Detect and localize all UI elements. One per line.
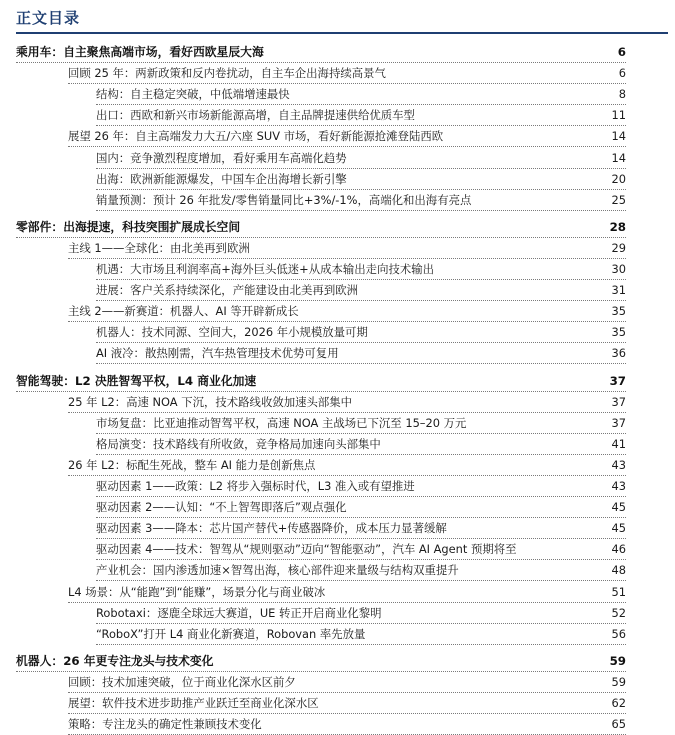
toc-item-entry[interactable] bbox=[96, 434, 626, 455]
toc-section-entry[interactable] bbox=[16, 371, 626, 392]
toc-entry-title: 产业机会：国内渗透加速×智驾出海，核心部件迎来量级与结构双重提升 bbox=[96, 560, 462, 580]
page-title: 正文目录 bbox=[16, 9, 81, 27]
toc-entry-title: 主线 2——新赛道：机器人、AI 等开辟新成长 bbox=[68, 301, 302, 321]
toc-entry-title: 机器人：技术同源、空间大，2026 年小规模放量可期 bbox=[96, 322, 371, 342]
toc-item-entry[interactable] bbox=[96, 148, 626, 169]
toc-entry-title: 结构：自主稳定突破，中低端增速最快 bbox=[96, 84, 293, 104]
toc-page-number: 62 bbox=[609, 693, 627, 713]
toc-item-entry[interactable] bbox=[96, 169, 626, 190]
toc-page-number: 31 bbox=[609, 280, 627, 300]
toc-item-entry[interactable] bbox=[96, 322, 626, 343]
toc-page-number: 8 bbox=[616, 84, 626, 104]
toc-entry-title: 进展：客户关系持续深化，产能建设由北美再到欧洲 bbox=[96, 280, 361, 300]
toc-page-number: 35 bbox=[609, 301, 627, 321]
toc-page-number: 29 bbox=[609, 238, 627, 258]
toc-entry-title: 驱动因素 2——认知：“不上智驾即落后”观点强化 bbox=[96, 497, 349, 517]
toc-section-entry[interactable] bbox=[16, 42, 626, 63]
toc-page-number: 20 bbox=[609, 169, 627, 189]
toc-page-number: 65 bbox=[609, 714, 627, 734]
toc-entry-title: 回顾：技术加速突破，位于商业化深水区前夕 bbox=[68, 672, 299, 692]
toc-item-entry[interactable] bbox=[96, 105, 626, 126]
toc-page-number: 45 bbox=[609, 497, 627, 517]
toc-item-entry[interactable] bbox=[96, 190, 626, 211]
toc-entry-title: 25 年 L2：高速 NOA 下沉，技术路线收敛加速头部集中 bbox=[68, 392, 355, 412]
toc-page-number: 41 bbox=[609, 434, 627, 454]
toc-subsection-entry[interactable] bbox=[68, 63, 626, 84]
toc-item-entry[interactable] bbox=[96, 603, 626, 624]
toc-entry-title: 出海：欧洲新能源爆发，中国车企出海增长新引擎 bbox=[96, 169, 350, 189]
title-underline bbox=[16, 32, 668, 34]
toc-page-number: 52 bbox=[609, 603, 627, 623]
toc-page-number: 51 bbox=[609, 582, 627, 602]
toc-page-number: 6 bbox=[615, 42, 626, 62]
toc-page-number: 14 bbox=[609, 126, 627, 146]
toc-page-number: 36 bbox=[609, 343, 627, 363]
toc-entry-title: Robotaxi：逐鹿全球远大赛道，UE 转正开启商业化黎明 bbox=[96, 603, 385, 623]
toc-item-entry[interactable] bbox=[96, 413, 626, 434]
toc-subsection-entry[interactable] bbox=[68, 672, 626, 693]
toc-item-entry[interactable] bbox=[96, 497, 626, 518]
toc-entry-title: 回顾 25 年：两新政策和反内卷扰动，自主车企出海持续高景气 bbox=[68, 63, 389, 83]
toc-page-number: 6 bbox=[616, 63, 626, 83]
toc-entry-title: 驱动因素 4——技术：智驾从“规则驱动”迈向“智能驱动”，汽车 AI Agent 预期将至 bbox=[96, 539, 520, 559]
toc-subsection-entry[interactable] bbox=[68, 693, 626, 714]
toc-entry-title: 出口：西欧和新兴市场新能源高增，自主品牌提速供给优质车型 bbox=[96, 105, 418, 125]
toc-item-entry[interactable] bbox=[96, 518, 626, 539]
toc-subsection-entry[interactable] bbox=[68, 714, 626, 735]
toc-page-number: 43 bbox=[609, 455, 627, 475]
toc-entry-title: 销量预测：预计 26 年批发/零售销量同比+3%/-1%，高端化和出海有亮点 bbox=[96, 190, 474, 210]
toc-item-entry[interactable] bbox=[96, 560, 626, 581]
toc-entry-title: 策略：专注龙头的确定性兼顾技术变化 bbox=[68, 714, 265, 734]
toc-item-entry[interactable] bbox=[96, 259, 626, 280]
toc-entry-title: 主线 1——全球化：由北美再到欧洲 bbox=[68, 238, 253, 258]
toc-entry-title: 驱动因素 1——政策：L2 将步入强标时代，L3 准入或有望推进 bbox=[96, 476, 418, 496]
toc-section-entry[interactable] bbox=[16, 217, 626, 238]
toc-page-number: 46 bbox=[609, 539, 627, 559]
toc-entry-title: 市场复盘：比亚迪推动智驾平权，高速 NOA 主战场已下沉至 15–20 万元 bbox=[96, 413, 469, 433]
toc-entry-title: AI 液冷：散热刚需，汽车热管理技术优势可复用 bbox=[96, 343, 342, 363]
toc-page-number: 37 bbox=[609, 392, 627, 412]
toc-subsection-entry[interactable] bbox=[68, 455, 626, 476]
toc-page-number: 48 bbox=[609, 560, 627, 580]
toc-page-number: 30 bbox=[609, 259, 627, 279]
toc-entry-title: 格局演变：技术路线有所收敛，竞争格局加速向头部集中 bbox=[96, 434, 384, 454]
toc-page-number: 28 bbox=[607, 217, 626, 237]
toc-item-entry[interactable] bbox=[96, 84, 626, 105]
toc-subsection-entry[interactable] bbox=[68, 392, 626, 413]
toc-subsection-entry[interactable] bbox=[68, 238, 626, 259]
toc-entry-title: 智能驾驶：L2 决胜智驾平权，L4 商业化加速 bbox=[16, 371, 259, 391]
toc-entry-title: 展望：软件技术进步助推产业跃迁至商业化深水区 bbox=[68, 693, 322, 713]
toc-entry-title: 26 年 L2：标配生死战，整车 AI 能力是创新焦点 bbox=[68, 455, 318, 475]
toc-page-number: 37 bbox=[609, 413, 627, 433]
toc-subsection-entry[interactable] bbox=[68, 126, 626, 147]
toc-page-number: 37 bbox=[607, 371, 626, 391]
toc-item-entry[interactable] bbox=[96, 476, 626, 497]
toc-page-number: 25 bbox=[609, 190, 627, 210]
toc-entry-title: 展望 26 年：自主高端发力大五/六座 SUV 市场，看好新能源抢滩登陆西欧 bbox=[68, 126, 446, 146]
toc-entry-title: 机器人：26 年更专注龙头与技术变化 bbox=[16, 651, 216, 671]
toc-entry-title: 国内：竞争激烈程度增加，看好乘用车高端化趋势 bbox=[96, 148, 350, 168]
toc-item-entry[interactable] bbox=[96, 343, 626, 364]
toc-section-entry[interactable] bbox=[16, 651, 626, 672]
toc-page-number: 14 bbox=[609, 148, 627, 168]
toc-page-number: 59 bbox=[609, 672, 627, 692]
toc-page-number: 11 bbox=[609, 105, 627, 125]
toc-subsection-entry[interactable] bbox=[68, 582, 626, 603]
toc-item-entry[interactable] bbox=[96, 280, 626, 301]
toc-entry-title: 驱动因素 3——降本：芯片国产替代+传感器降价，成本压力显著缓解 bbox=[96, 518, 450, 538]
toc-entry-title: “RoboX”打开 L4 商业化新赛道，Robovan 率先放量 bbox=[96, 624, 368, 644]
toc-page-number: 45 bbox=[609, 518, 627, 538]
toc-page-number: 35 bbox=[609, 322, 627, 342]
toc-page-number: 43 bbox=[609, 476, 627, 496]
toc-entry-title: 零部件：出海提速，科技突围扩展成长空间 bbox=[16, 217, 243, 237]
toc-header bbox=[0, 0, 675, 36]
toc-entry-title: L4 场景：从“能跑”到“能赚”，场景分化与商业破冰 bbox=[68, 582, 328, 602]
toc-item-entry[interactable] bbox=[96, 624, 626, 645]
toc-entry-title: 乘用车：自主聚焦高端市场，看好西欧星辰大海 bbox=[16, 42, 267, 62]
toc-page-number: 59 bbox=[607, 651, 626, 671]
toc-entry-title: 机遇：大市场且利润率高+海外巨头低迷+从成本输出走向技术输出 bbox=[96, 259, 437, 279]
toc-subsection-entry[interactable] bbox=[68, 301, 626, 322]
toc-item-entry[interactable] bbox=[96, 539, 626, 560]
toc-page-number: 56 bbox=[609, 624, 627, 644]
